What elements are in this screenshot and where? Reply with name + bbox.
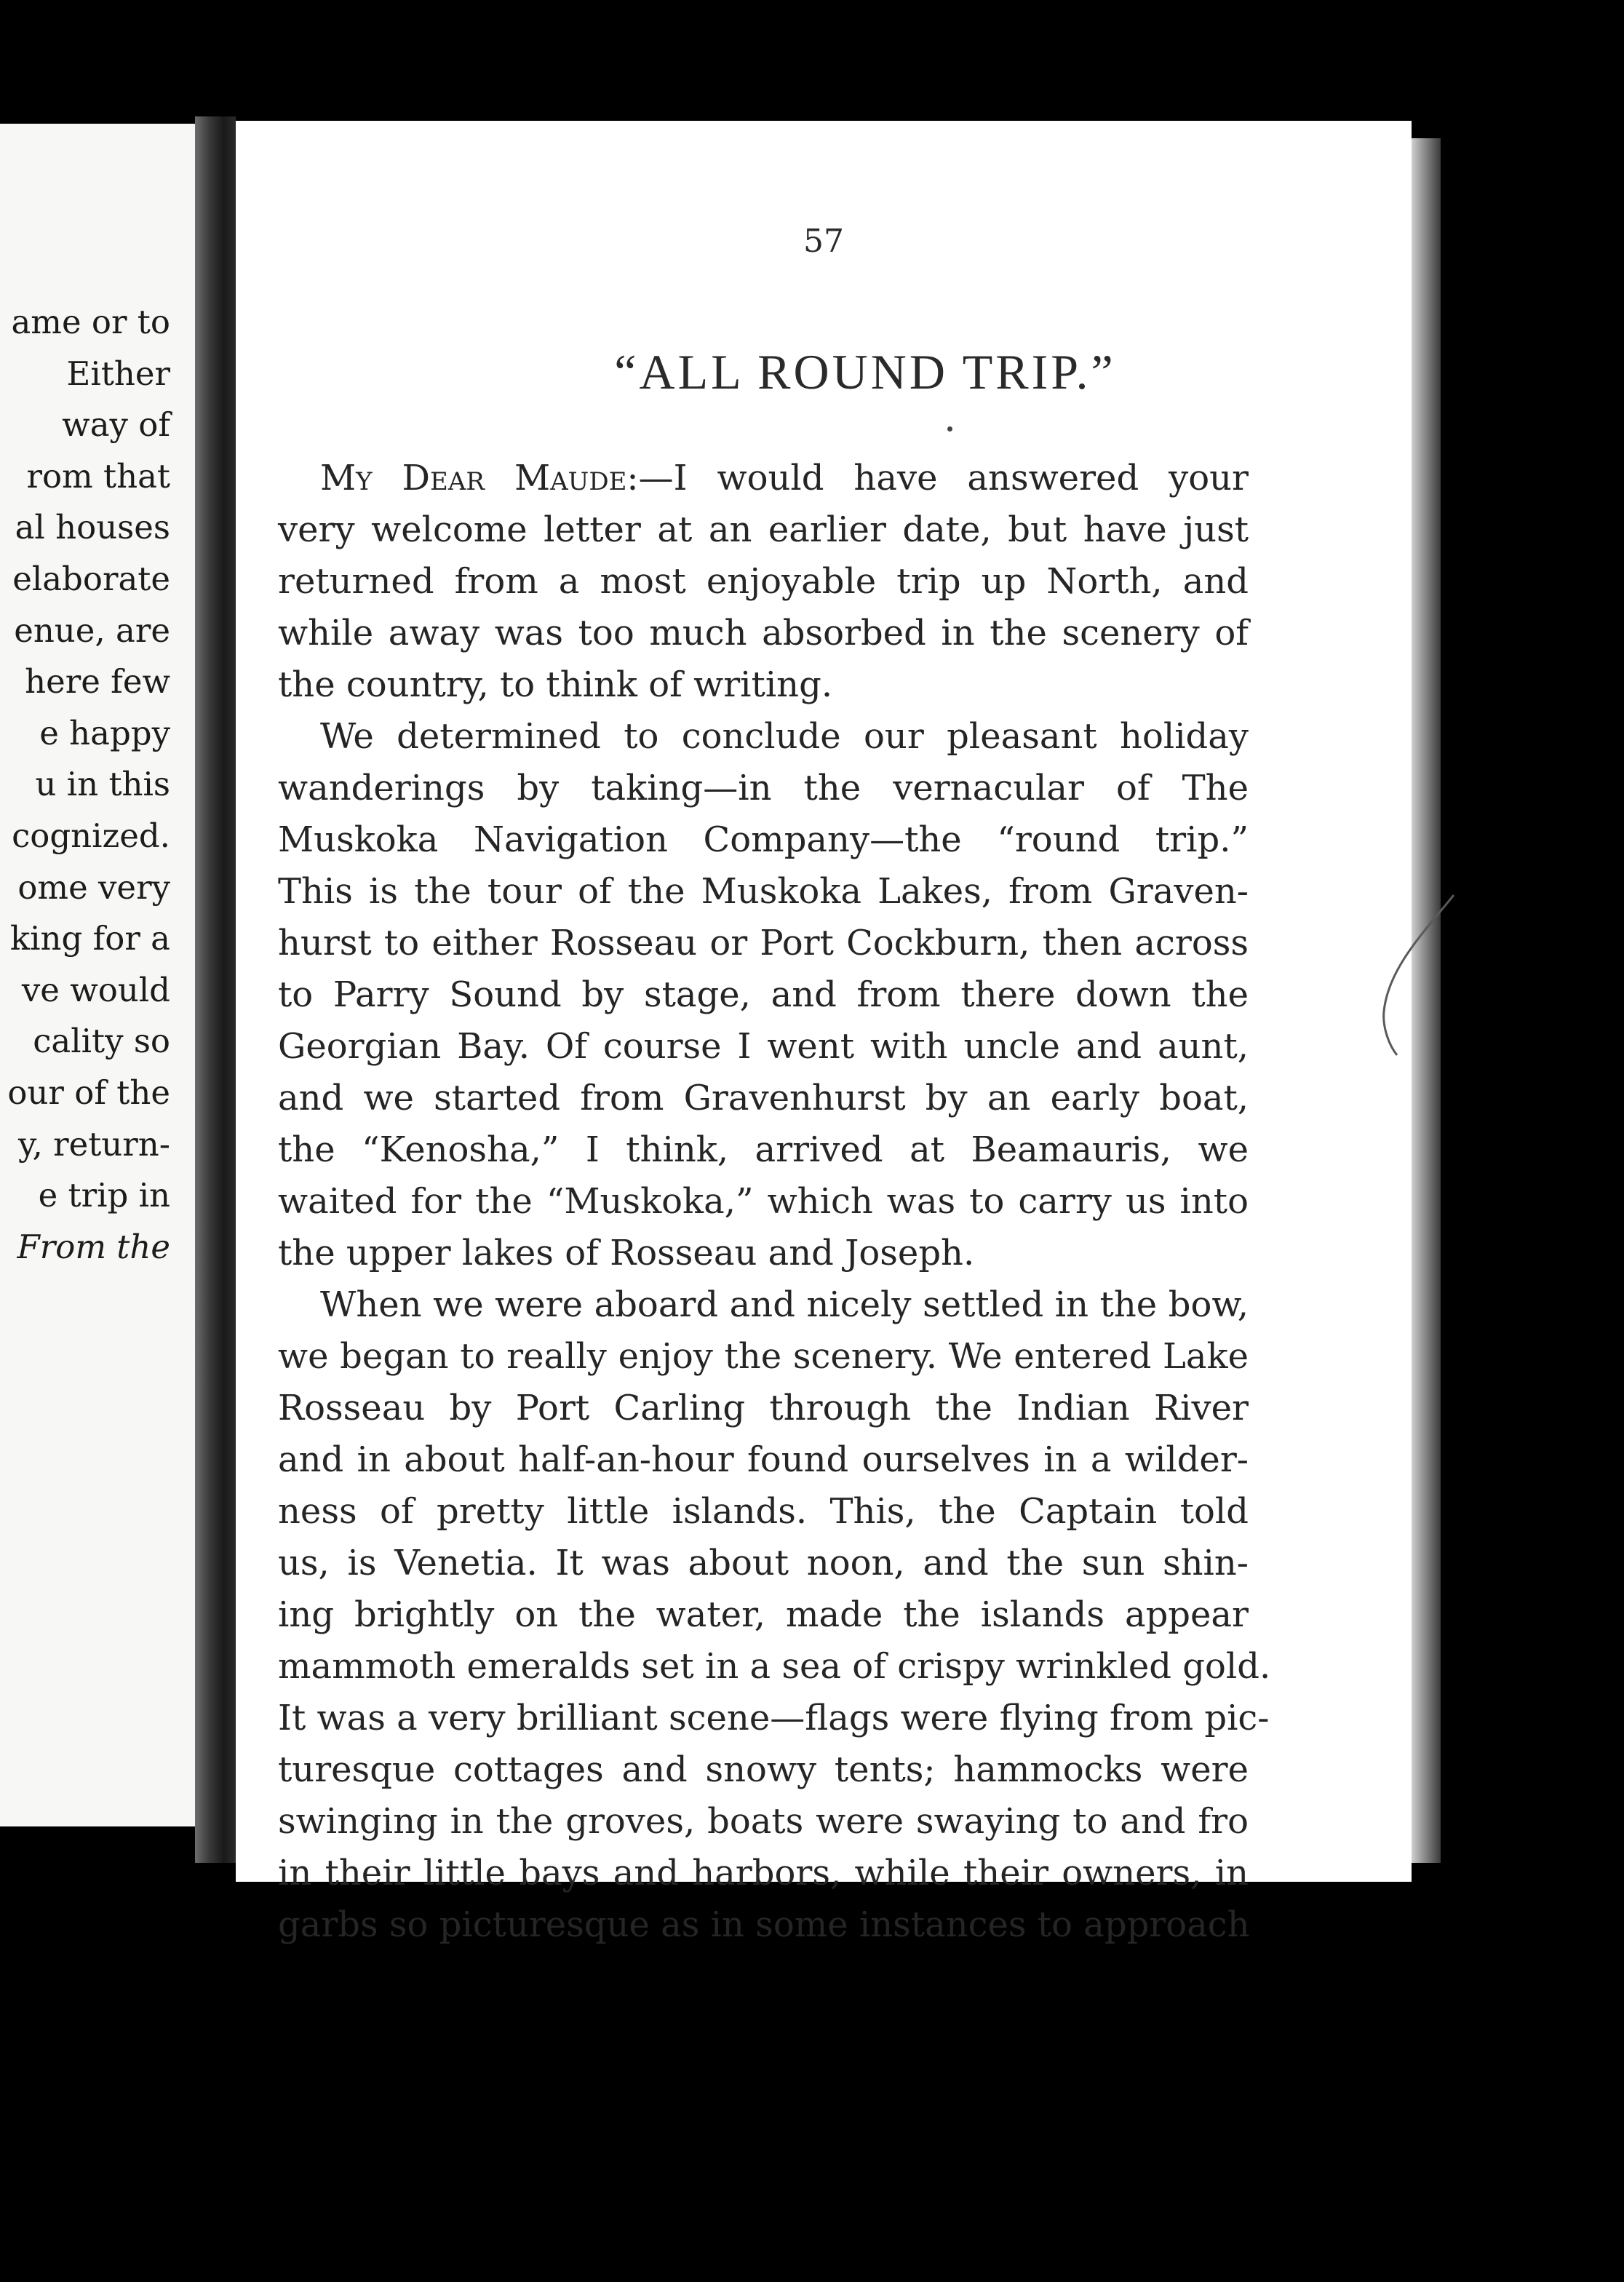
paragraph-line: very welcome letter at an earlier date, but have just xyxy=(278,509,1249,550)
paragraph-line: This is the tour of the Muskoka Lakes, from Graven- xyxy=(278,871,1249,912)
left-facing-page xyxy=(0,124,195,1826)
paragraph-line: My Dear Maude:—I would have answered your xyxy=(320,458,1249,498)
left-page-line: ame or to xyxy=(11,303,170,341)
paragraph-line: in their little bays and harbors, while their owners, in xyxy=(278,1853,1249,1893)
paragraph-line: When we were aboard and nicely settled in the bow, xyxy=(320,1284,1249,1325)
left-page-line: cality so xyxy=(33,1022,170,1061)
left-page-line: cognized. xyxy=(12,816,170,855)
paragraph-line: waited for the “Muskoka,” which was to carry us into xyxy=(278,1181,1249,1222)
paragraph-line: to Parry Sound by stage, and from there down the xyxy=(278,974,1249,1015)
paragraph-line: ing brightly on the water, made the islands appear xyxy=(278,1594,1249,1635)
left-page-line: Either xyxy=(66,354,170,393)
ornament-dot xyxy=(947,426,952,432)
left-page-line: al houses xyxy=(15,508,170,547)
book-gutter xyxy=(195,116,236,1863)
left-page-line: elaborate xyxy=(12,559,170,598)
paragraph-line: We determined to conclude our pleasant holiday xyxy=(320,716,1249,757)
paragraph-line: hurst to either Rosseau or Port Cockburn, then across xyxy=(278,923,1249,963)
paragraph-line: mammoth emeralds set in a sea of crispy wrinkled gold. xyxy=(278,1646,1271,1687)
paragraph-line: the “Kenosha,” I think, arrived at Beamauris, we xyxy=(278,1129,1249,1170)
paragraph-line: Muskoka Navigation Company—the “round trip.” xyxy=(278,819,1249,860)
left-page-line: here few xyxy=(25,662,170,701)
paragraph-line: ness of pretty little islands. This, the Captain told xyxy=(278,1491,1249,1532)
left-page-line: From the xyxy=(17,1227,170,1266)
pencil-margin-mark xyxy=(1374,888,1461,1062)
paragraph-line: returned from a most enjoyable trip up North, and xyxy=(278,561,1249,602)
left-page-line: ome very xyxy=(17,867,170,907)
paragraph-line: wanderings by taking—in the vernacular of The xyxy=(278,768,1249,808)
left-page-line: u in this xyxy=(35,765,170,804)
paragraph-line: swinging in the groves, boats were swaying to and fro xyxy=(278,1801,1249,1842)
paragraph-line: and in about half-an-hour found ourselves in a wilder- xyxy=(278,1439,1249,1480)
paragraph-line: the country, to think of writing. xyxy=(278,664,833,705)
paragraph-line: garbs so picturesque as in some instances to approach xyxy=(278,1904,1250,1945)
paragraph-line: us, is Venetia. It was about noon, and the sun shin- xyxy=(278,1543,1249,1583)
left-page-line: e happy xyxy=(39,713,170,752)
paragraph-line: we began to really enjoy the scenery. We entered Lake xyxy=(278,1336,1249,1377)
left-page-line: y, return- xyxy=(18,1124,170,1164)
paragraph-line: Georgian Bay. Of course I went with uncle and aunt, xyxy=(278,1026,1249,1067)
chapter-title: “ALL ROUND TRIP.” xyxy=(614,344,1116,399)
left-page-line: e trip in xyxy=(38,1176,170,1215)
paragraph-line: turesque cottages and snowy tents; hammocks were xyxy=(278,1749,1249,1790)
right-page xyxy=(236,121,1412,1945)
paragraph-line: It was a very brilliant scene—flags were flying from pic- xyxy=(278,1698,1270,1738)
page-number: 57 xyxy=(803,223,844,260)
paragraph-line: Rosseau by Port Carling through the Indian River xyxy=(278,1388,1249,1428)
left-page-line: our of the xyxy=(7,1073,170,1112)
paragraph-line: the upper lakes of Rosseau and Joseph. xyxy=(278,1233,975,1273)
left-page-line: enue, are xyxy=(14,611,170,650)
body-text xyxy=(278,453,1271,1951)
left-page-text xyxy=(7,297,170,1273)
paragraph-line: and we started from Gravenhurst by an early boat, xyxy=(278,1078,1249,1118)
left-page-line: rom that xyxy=(26,456,170,496)
left-page-line: way of xyxy=(62,405,170,445)
left-page-line: ve would xyxy=(21,970,170,1009)
salutation: My Dear Maude xyxy=(320,458,627,498)
paragraph-line: while away was too much absorbed in the scenery of xyxy=(278,613,1249,653)
left-page-line: king for a xyxy=(9,919,170,958)
